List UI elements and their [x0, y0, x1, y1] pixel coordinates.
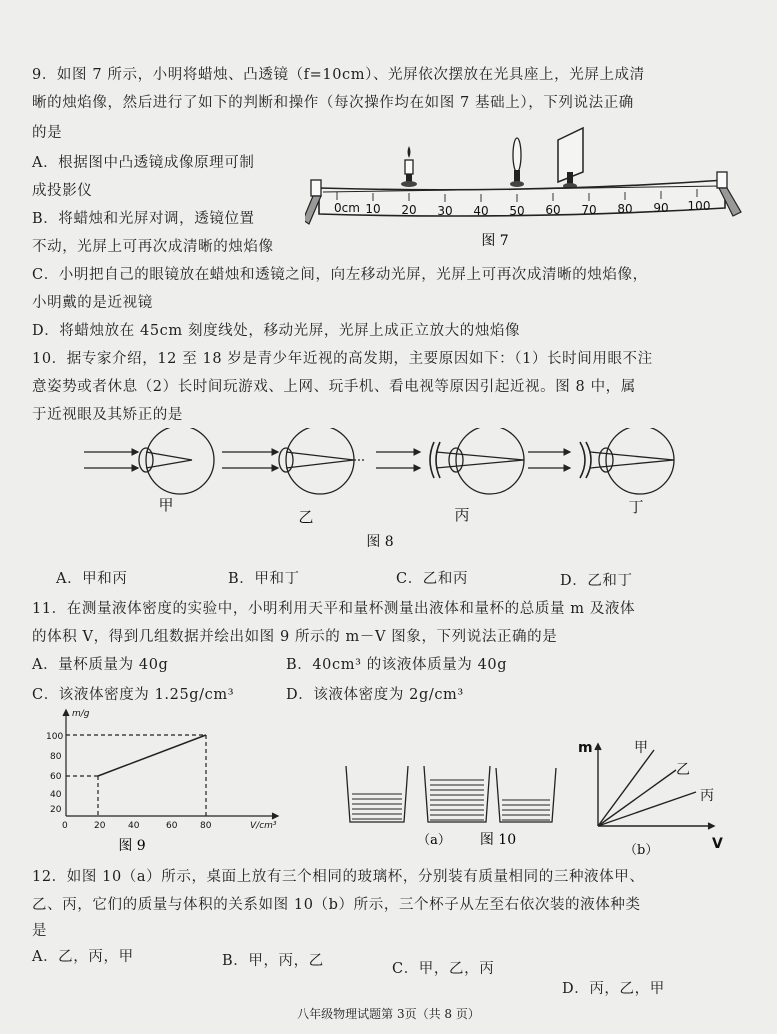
fig9-y-axis-label: m/g — [72, 709, 90, 719]
fig10b-line-yi: 乙 — [676, 762, 690, 778]
figure-9-mv-graph — [36, 704, 296, 854]
fig9-ytick-100: 100 — [46, 732, 64, 742]
q12-option-b: B．甲，丙，乙 — [222, 953, 324, 969]
q12-option-c: C．甲，乙，丙 — [392, 961, 495, 977]
q10-option-d: D．乙和丁 — [560, 573, 633, 589]
figure-7-caption: 图 7 — [481, 233, 509, 249]
figure-8-caption: 图 8 — [366, 534, 394, 550]
q12-stem-line1: 12．如图 10（a）所示，桌面上放有三个相同的玻璃杯，分别装有质量相同的三种液体甲、 — [32, 869, 645, 885]
fig9-xtick-80: 80 — [200, 821, 212, 831]
fig9-ytick-40: 40 — [50, 790, 62, 800]
bench-tick-20: 20 — [401, 203, 417, 217]
q9-option-a-line2: 成投影仪 — [32, 183, 93, 199]
bench-tick-90: 90 — [653, 201, 669, 215]
fig9-ytick-60: 60 — [50, 772, 62, 782]
figure-8-eye-diagrams — [80, 428, 720, 552]
bench-tick-70: 70 — [581, 203, 597, 217]
q11-stem-line2: 的体积 V，得到几组数据并绘出如图 9 所示的 m－V 图象，下列说法正确的是 — [32, 629, 558, 645]
fig9-xtick-60: 60 — [166, 821, 178, 831]
page-footer: 八年级物理试题第 3页（共 8 页） — [297, 1007, 480, 1021]
bench-tick-80: 80 — [617, 202, 633, 216]
q11-option-b: B．40cm³ 的该液体质量为 40g — [286, 657, 508, 673]
q11-option-a: A．量杯质量为 40g — [32, 657, 169, 673]
bench-tick-40: 40 — [473, 204, 489, 218]
fig10b-label: （b） — [624, 843, 659, 858]
fig9-x-axis-label: V/cm³ — [250, 821, 277, 831]
q12-stem-line2: 乙、丙，它们的质量与体积的关系如图 10（b）所示，三个杯子从左至右依次装的液体种类 — [32, 897, 641, 913]
fig9-ytick-80: 80 — [50, 752, 62, 762]
fig8-label-ding: 丁 — [628, 498, 644, 516]
q11-stem-line1: 11．在测量液体密度的实验中，小明利用天平和量杯测量出液体和量杯的总质量 m 及液体 — [32, 601, 636, 617]
q11-option-d: D．该液体密度为 2g/cm³ — [286, 687, 464, 703]
q9-option-b-line1: B．将蜡烛和光屏对调，透镜位置 — [32, 211, 255, 227]
q12-stem-line3: 是 — [32, 923, 48, 939]
figure-9-caption: 图 9 — [118, 838, 146, 854]
fig9-ytick-20: 20 — [50, 805, 62, 815]
fig8-label-yi: 乙 — [298, 508, 314, 526]
q9-stem-line1: 9．如图 7 所示，小明将蜡烛、凸透镜（f=10cm）、光屏依次摆放在光具座上，光屏上成清 — [32, 67, 645, 83]
q9-option-b-line2: 不动，光屏上可再次成清晰的烛焰像 — [32, 239, 274, 255]
q9-stem-line3: 的是 — [32, 125, 63, 141]
q9-option-d: D．将蜡烛放在 45cm 刻度线处，移动光屏，光屏上成正立放大的烛焰像 — [32, 323, 521, 339]
fig8-label-bing: 丙 — [454, 506, 470, 524]
q9-stem-line2: 晰的烛焰像，然后进行了如下的判断和操作（每次操作均在如图 7 基础上），下列说法正确 — [32, 95, 634, 111]
figure-10-caption: 图 10 — [479, 832, 517, 848]
fig8-label-jia: 甲 — [158, 496, 174, 514]
q12-option-a: A．乙，丙，甲 — [32, 949, 134, 965]
q9-option-c-line2: 小明戴的是近视镜 — [32, 295, 153, 311]
fig9-xtick-20: 20 — [94, 821, 106, 831]
q9-option-a-line1: A．根据图中凸透镜成像原理可制 — [32, 155, 255, 171]
fig10b-axis-v: V — [712, 836, 723, 852]
q10-stem-line1: 10．据专家介绍，12 至 18 岁是青少年近视的高发期，主要原因如下：（1）长时间用眼不注 — [32, 351, 653, 367]
q10-stem-line3: 于近视眼及其矫正的是 — [32, 407, 183, 423]
q10-stem-line2: 意姿势或者休息（2）长时间玩游戏、上网、玩手机、看电视等原因引起近视。图 8 中，属 — [32, 379, 636, 395]
fig10a-label: （a） — [417, 833, 451, 848]
q10-option-a: A．甲和丙 — [56, 571, 128, 587]
bench-tick-10: 10 — [365, 202, 381, 216]
fig9-xtick-0: 0 — [62, 821, 68, 831]
figure-10a-cups — [340, 760, 560, 852]
bench-tick-100: 100 — [687, 199, 711, 213]
q11-option-c: C．该液体密度为 1.25g/cm³ — [32, 687, 235, 703]
bench-tick-50: 50 — [509, 204, 525, 218]
figure-7-optical-bench — [305, 120, 745, 250]
fig10b-line-bing: 丙 — [700, 788, 714, 804]
fig10b-line-jia: 甲 — [634, 740, 648, 756]
fig9-xtick-40: 40 — [128, 821, 140, 831]
bench-tick-0: 0cm — [334, 201, 360, 215]
bench-tick-30: 30 — [437, 204, 453, 218]
q10-option-b: B．甲和丁 — [228, 571, 300, 587]
q9-option-c-line1: C．小明把自己的眼镜放在蜡烛和透镜之间，向左移动光屏，光屏上可再次成清晰的烛焰像， — [32, 267, 648, 283]
q10-option-c: C．乙和丙 — [396, 571, 469, 587]
figure-10b-mv-lines — [572, 740, 732, 860]
fig10b-axis-m: m — [578, 740, 593, 756]
q12-option-d: D．丙，乙，甲 — [562, 981, 665, 997]
bench-tick-60: 60 — [545, 203, 561, 217]
